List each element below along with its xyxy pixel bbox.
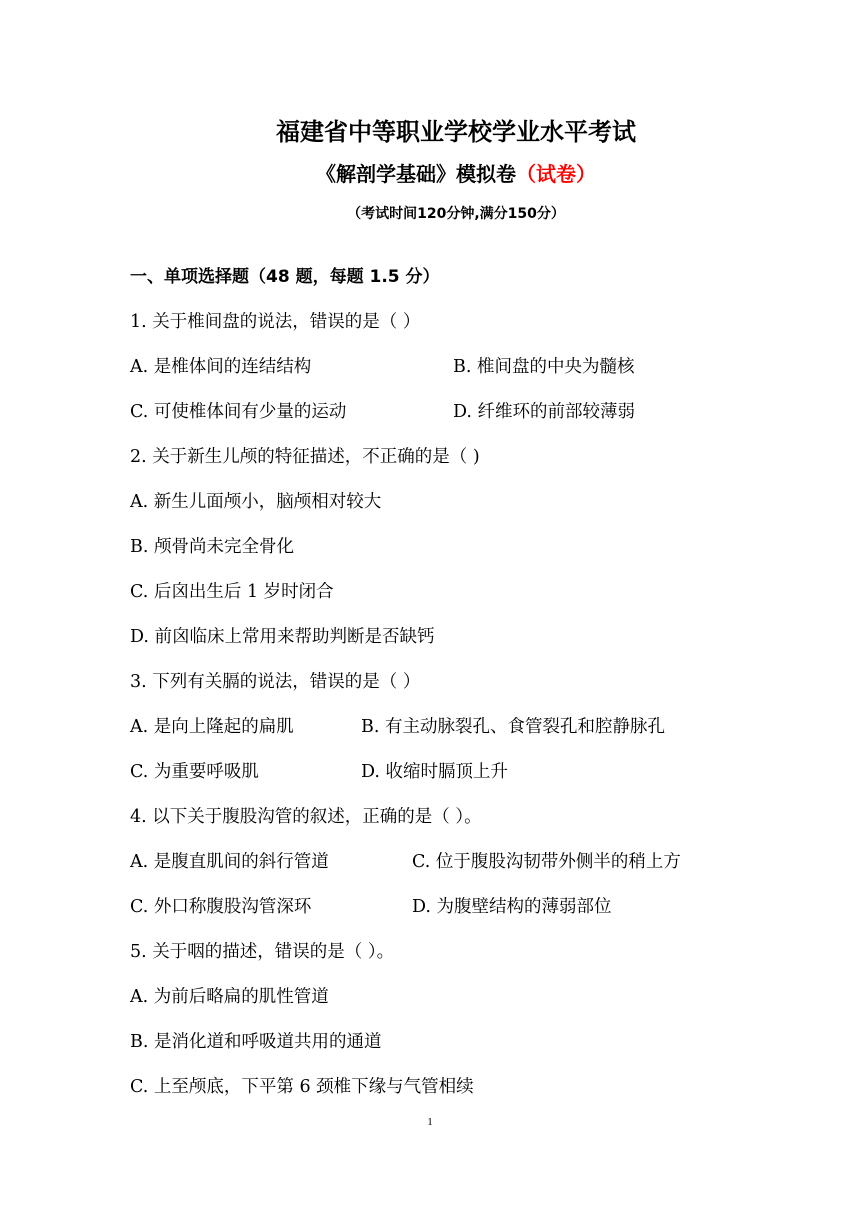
q2-option-c: C. 后囟出生后 1 岁时闭合 [130, 582, 334, 602]
q4-option-a: A. 是腹直肌间的斜行管道 [130, 852, 329, 872]
q1-option-d: D. 纤维环的前部较薄弱 [453, 402, 636, 422]
q2-option-d: D. 前囟临床上常用来帮助判断是否缺钙 [130, 627, 435, 647]
q3-option-c: C. 为重要呼吸肌 [130, 762, 259, 782]
section-heading: 一、单项选择题（48 题，每题 1.5 分） [130, 267, 440, 287]
q4-option-b: C. 外口称腹股沟管深环 [130, 897, 312, 917]
exam-title: 福建省中等职业学校学业水平考试 [276, 118, 636, 146]
subtitle-main: 《解剖学基础》模拟卷 [316, 162, 516, 186]
question-stem-1: 1. 关于椎间盘的说法，错误的是（ ） [130, 312, 421, 332]
q1-option-a: A. 是椎体间的连结结构 [130, 357, 312, 377]
exam-subtitle [0, 158, 860, 187]
q5-option-c: C. 上至颅底，下平第 6 颈椎下缘与气管相续 [130, 1077, 474, 1097]
q2-option-a: A. 新生儿面颅小，脑颅相对较大 [130, 492, 382, 512]
q5-option-b: B. 是消化道和呼吸道共用的通道 [130, 1032, 382, 1052]
page-number: 1 [427, 1116, 433, 1128]
question-stem-5: 5. 关于咽的描述，错误的是（ ）。 [130, 942, 395, 962]
q5-option-a: A. 为前后略扁的肌性管道 [130, 987, 329, 1007]
q3-option-d: D. 收缩时膈顶上升 [361, 762, 509, 782]
q4-option-c: C. 位于腹股沟韧带外侧半的稍上方 [412, 852, 681, 872]
q3-option-b: B. 有主动脉裂孔、食管裂孔和腔静脉孔 [361, 717, 665, 737]
q1-option-c: C. 可使椎体间有少量的运动 [130, 402, 347, 422]
q3-option-a: A. 是向上隆起的扁肌 [130, 717, 294, 737]
q4-option-d: D. 为腹壁结构的薄弱部位 [412, 897, 612, 917]
question-stem-2: 2. 关于新生儿颅的特征描述，不正确的是（ ) [130, 447, 480, 467]
question-stem-3: 3. 下列有关膈的说法，错误的是（ ） [130, 672, 421, 692]
q1-option-b: B. 椎间盘的中央为髓核 [453, 357, 635, 377]
subtitle-tag: （试卷） [516, 162, 596, 186]
q2-option-b: B. 颅骨尚未完全骨化 [130, 537, 294, 557]
exam-info: （考试时间120分钟,满分150分） [347, 206, 565, 222]
question-stem-4: 4. 以下关于腹股沟管的叙述，正确的是（ ）。 [130, 807, 482, 827]
